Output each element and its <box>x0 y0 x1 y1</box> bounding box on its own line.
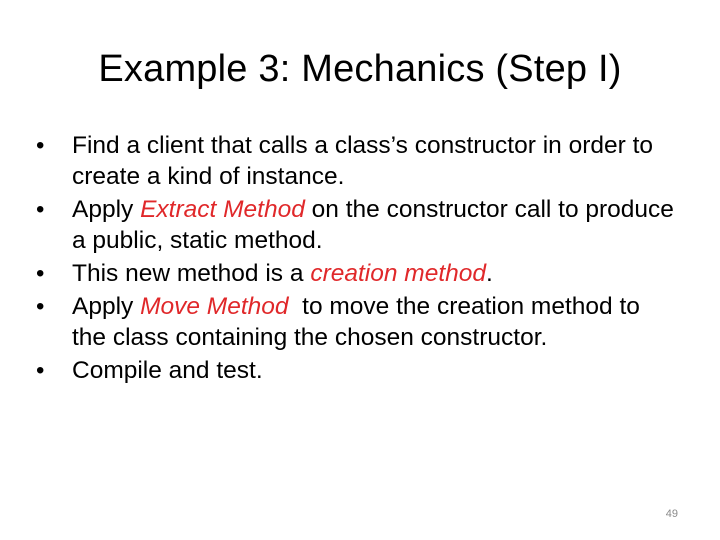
bullet-text-pre: Apply <box>72 293 141 320</box>
bullet-text: Compile and test. <box>72 357 263 384</box>
bullet-item <box>36 258 676 289</box>
bullet-icon: • <box>36 260 45 287</box>
bullet-list <box>36 130 676 388</box>
bullet-text-post: . <box>486 260 493 287</box>
bullet-icon: • <box>36 357 45 384</box>
bullet-text-pre: Apply <box>72 196 141 223</box>
bullet-icon: • <box>36 132 45 159</box>
bullet-text-pre: This new method is a <box>72 260 311 287</box>
bullet-highlight: Extract Method <box>140 196 305 223</box>
bullet-highlight: Move Method <box>140 293 289 320</box>
bullet-item <box>36 291 676 353</box>
bullet-item <box>36 194 676 256</box>
bullet-item <box>36 355 676 386</box>
bullet-text-post: to move the creation method to the class containing the chosen constructor. <box>72 293 647 351</box>
bullet-text: Find a client that calls a class’s constructor in order to create a kind of instance. <box>72 132 654 190</box>
slide-title: Example 3: Mechanics (Step I) <box>98 48 622 90</box>
page-number: 49 <box>665 508 678 520</box>
bullet-item <box>36 130 676 192</box>
bullet-icon: • <box>36 293 45 320</box>
bullet-icon: • <box>36 196 45 223</box>
bullet-text-post: on the constructor call to produce a public, static method. <box>72 196 674 254</box>
bullet-highlight: creation method <box>310 260 486 287</box>
